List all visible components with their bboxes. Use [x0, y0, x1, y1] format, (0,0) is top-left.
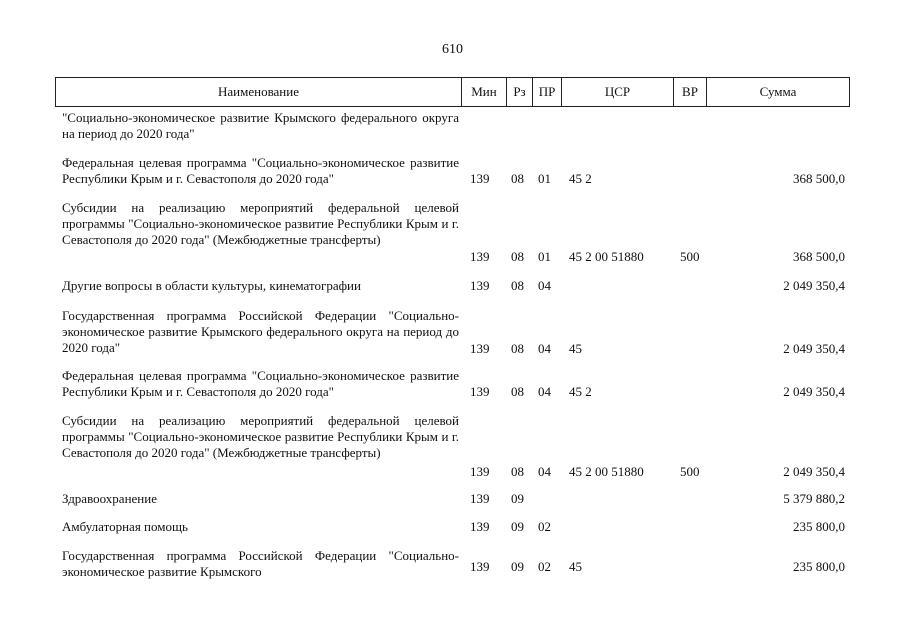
row-vr: 500: [680, 249, 700, 264]
row-pr: 04: [538, 278, 551, 293]
row-min: 139: [470, 464, 490, 479]
row-sum: 2 049 350,4: [783, 341, 845, 356]
row-rz: 09: [511, 519, 524, 534]
row-rz: 08: [511, 341, 524, 356]
row-min: 139: [470, 559, 490, 574]
row-csr: 45 2 00 51880: [569, 464, 644, 479]
row-rz: 08: [511, 464, 524, 479]
row-min: 139: [470, 278, 490, 293]
row-min: 139: [470, 519, 490, 534]
row-name: Здравоохранение: [62, 491, 157, 506]
row-min: 139: [470, 341, 490, 356]
row-csr: 45: [569, 559, 582, 574]
row-name: Амбулаторная помощь: [62, 519, 188, 534]
row-min: 139: [470, 171, 490, 186]
row-sum: 2 049 350,4: [783, 384, 845, 399]
header-min: Мин: [461, 78, 506, 106]
header-vr: ВР: [673, 78, 706, 106]
row-pr: 04: [538, 341, 551, 356]
row-sum: 5 379 880,2: [783, 491, 845, 506]
header-rz: Рз: [506, 78, 532, 106]
row-csr: 45 2 00 51880: [569, 249, 644, 264]
row-sum: 235 800,0: [793, 559, 845, 574]
row-rz: 09: [511, 491, 524, 506]
row-sum: 235 800,0: [793, 519, 845, 534]
row-rz: 08: [511, 384, 524, 399]
row-pr: 04: [538, 384, 551, 399]
row-sum: 368 500,0: [793, 249, 845, 264]
row-vr: 500: [680, 464, 700, 479]
row-min: 139: [470, 249, 490, 264]
row-name: Государственная программа Российской Федерации "Социально-экономическое развитие Крымского федерального округа на период до 2020 года": [62, 308, 459, 355]
row-pr: 01: [538, 171, 551, 186]
row-min: 139: [470, 384, 490, 399]
row-rz: 08: [511, 278, 524, 293]
row-name: Государственная программа Российской Федерации "Социально-экономическое развитие Крымского: [62, 548, 459, 579]
row-pr: 01: [538, 249, 551, 264]
row-name: Федеральная целевая программа "Социально-экономическое развитие Республики Крым и г. Севастополя до 2020 года": [62, 155, 459, 186]
row-name: Федеральная целевая программа "Социально-экономическое развитие Республики Крым и г. Севастополя до 2020 года": [62, 368, 459, 399]
row-csr: 45 2: [569, 171, 592, 186]
row-rz: 08: [511, 171, 524, 186]
row-rz: 08: [511, 249, 524, 264]
row-pr: 04: [538, 464, 551, 479]
row-pr: 02: [538, 559, 551, 574]
row-min: 139: [470, 491, 490, 506]
table-header: [55, 77, 850, 107]
header-csr: ЦСР: [561, 78, 673, 106]
row-csr: 45: [569, 341, 582, 356]
row-name: Субсидии на реализацию мероприятий федеральной целевой программы "Социально-экономическое развитие Республики Крым и г. Севастополя до 2020 года" (Межбюджетные трансферты): [62, 413, 459, 460]
row-csr: 45 2: [569, 384, 592, 399]
page-number: 610: [442, 42, 463, 57]
row-sum: 368 500,0: [793, 171, 845, 186]
row-name: Субсидии на реализацию мероприятий федеральной целевой программы "Социально-экономическое развитие Республики Крым и г. Севастополя до 2020 года" (Межбюджетные трансферты): [62, 200, 459, 247]
row-name: Другие вопросы в области культуры, кинематографии: [62, 278, 361, 293]
header-name: Наименование: [218, 84, 299, 99]
header-sum: Сумма: [706, 78, 849, 106]
row-pr: 02: [538, 519, 551, 534]
row-name: "Социально-экономическое развитие Крымского федерального округа на период до 2020 года": [62, 110, 459, 141]
header-pr: ПР: [532, 78, 561, 106]
row-rz: 09: [511, 559, 524, 574]
row-sum: 2 049 350,4: [783, 278, 845, 293]
row-sum: 2 049 350,4: [783, 464, 845, 479]
